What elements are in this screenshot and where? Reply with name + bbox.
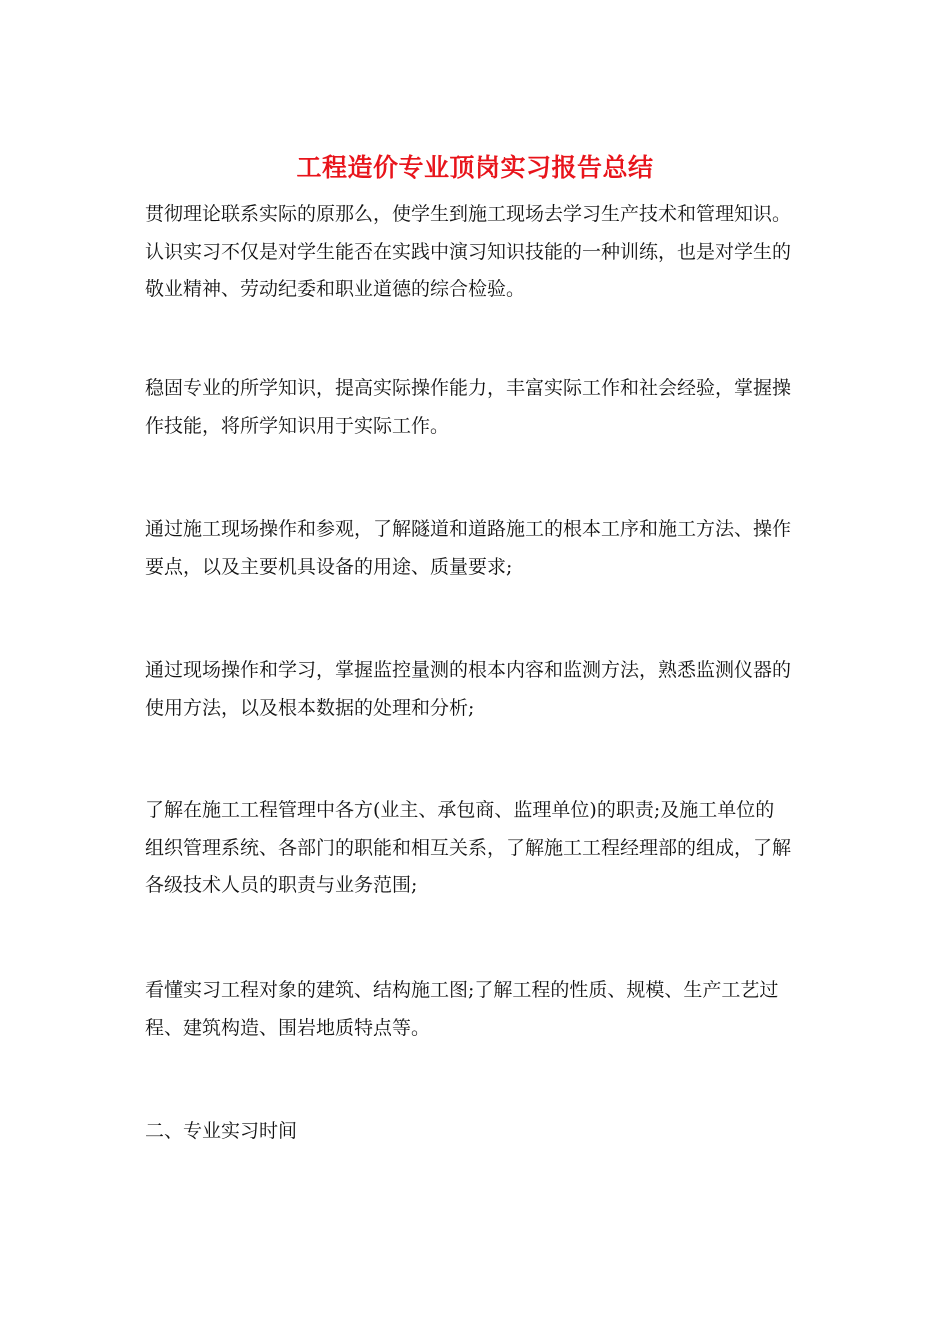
document-title: 工程造价专业顶岗实习报告总结 [296,153,654,182]
paragraph-line: 敬业精神、劳动纪委和职业道德的综合检验。 [145,278,526,300]
paragraph-line: 看懂实习工程对象的建筑、结构施工图;了解工程的性质、规模、生产工艺过 [145,979,779,1001]
paragraph-line: 组织管理系统、各部门的职能和相互关系，了解施工工程经理部的组成，了解 [145,836,792,859]
paragraph-line: 作技能，将所学知识用于实际工作。 [145,414,450,437]
paragraph-line: 使用方法，以及根本数据的处理和分析; [145,696,475,719]
paragraph-principle [145,196,810,309]
paragraph-line: 要点，以及主要机具设备的用途、质量要求; [145,555,513,578]
paragraph-management [145,792,810,905]
paragraph-consolidate [145,370,810,445]
paragraph-site-operation [145,511,810,586]
paragraph-line: 认识实习不仅是对学生能否在实践中演习知识技能的一种训练，也是对学生的 [145,240,792,263]
paragraph-line: 程、建筑构造、围岩地质特点等。 [145,1016,431,1039]
paragraph-line: 各级技术人员的职责与业务范围; [145,874,418,896]
paragraph-line: 稳固专业的所学知识，提高实际操作能力，丰富实际工作和社会经验，掌握操 [145,377,792,399]
paragraph-monitoring [145,652,810,727]
paragraph-line: 贯彻理论联系实际的原那么，使学生到施工现场去学习生产技术和管理知识。 [145,203,792,225]
section-heading-internship-time [145,1113,810,1151]
paragraph-line: 通过施工现场操作和参观，了解隧道和道路施工的根本工序和施工方法、操作 [145,518,792,540]
paragraph-line: 通过现场操作和学习，掌握监控量测的根本内容和监测方法，熟悉监测仪器的 [145,659,792,681]
paragraph-line: 二、专业实习时间 [145,1120,298,1142]
paragraph-drawings [145,972,810,1047]
paragraph-line: 了解在施工工程管理中各方(业主、承包商、监理单位)的职责;及施工单位的 [145,799,775,821]
